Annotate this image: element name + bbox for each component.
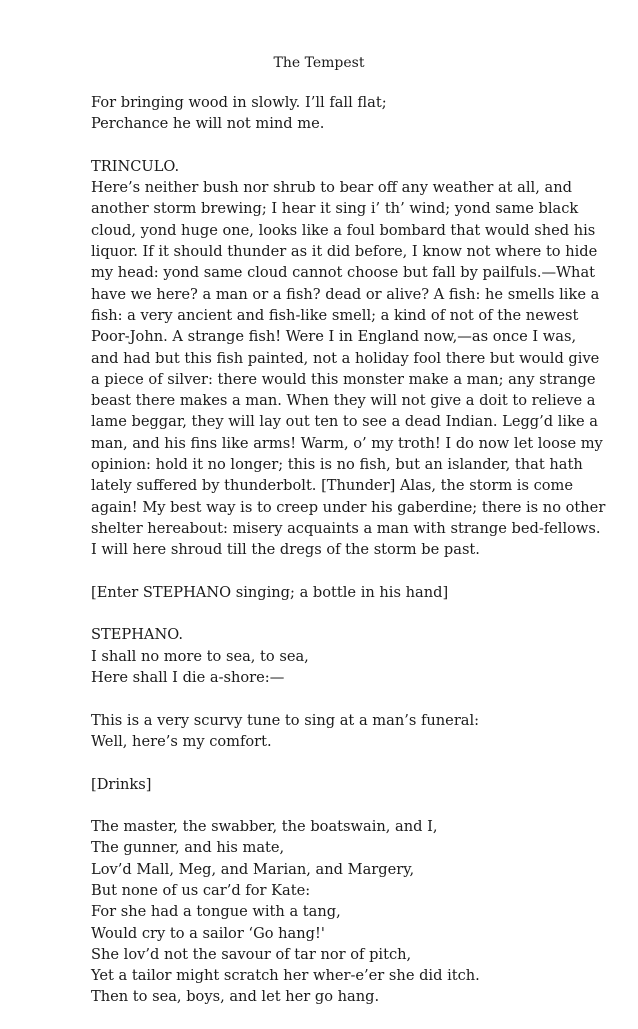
prose-line: lame beggar, they will lay out ten to see a dead Indian. Legg’d like a bbox=[91, 413, 598, 431]
verse-line: I shall no more to sea, to sea, bbox=[91, 647, 309, 665]
prose-line: beast there makes a man. When they will not give a doit to relieve a bbox=[91, 392, 596, 410]
prose-line: I will here shroud till the dregs of the storm be past. bbox=[91, 541, 480, 559]
text-line: This is a very scurvy tune to sing at a man’s funeral: bbox=[91, 711, 480, 729]
text-line: Well, here’s my comfort. bbox=[91, 732, 272, 750]
verse-line: Would cry to a sailor ‘Go hang!' bbox=[91, 924, 325, 942]
prose-line: man, and his fins like arms! Warm, o’ my troth! I do now let loose my bbox=[91, 434, 603, 452]
prose-line: lately suffered by thunderbolt. [Thunder] Alas, the storm is come bbox=[91, 477, 574, 495]
stage-direction bbox=[91, 582, 546, 603]
prose-line: fish: a very ancient and fish-like smell; a kind of not of the newest bbox=[91, 306, 579, 324]
prose-line: again! My best way is to creep under his gaberdine; there is no other bbox=[91, 498, 606, 516]
prose-line: Here’s neither bush nor shrub to bear off any weather at all, and bbox=[91, 179, 572, 197]
text-line: For bringing wood in slowly. I’ll fall flat; bbox=[91, 94, 387, 111]
verse-line: For she had a tongue with a tang, bbox=[91, 903, 341, 921]
prose-line: a piece of silver: there would this monster make a man; any strange bbox=[91, 370, 596, 388]
stephano-remark bbox=[91, 710, 546, 753]
running-header: The Tempest bbox=[273, 55, 365, 71]
prose-line: my head: yond same cloud cannot choose but fall by pailfuls.—What bbox=[91, 264, 596, 282]
prose-line: Poor-John. A strange fish! Were I in England now,—as once I was, bbox=[91, 328, 577, 346]
prose-line: shelter hereabout: misery acquaints a man with strange bed-fellows. bbox=[91, 519, 601, 537]
verse-line: But none of us car’d for Kate: bbox=[91, 881, 311, 899]
verse-line: Lov’d Mall, Meg, and Marian, and Margery, bbox=[91, 860, 415, 878]
speaker-name: TRINCULO. bbox=[91, 157, 180, 175]
sailor-song bbox=[91, 816, 546, 1008]
stage-direction-text: [Drinks] bbox=[91, 775, 152, 793]
prose-line: another storm brewing; I hear it sing i’ th’ wind; yond same black bbox=[91, 200, 579, 218]
stephano-song bbox=[91, 624, 546, 688]
verse-line: The gunner, and his mate, bbox=[91, 839, 285, 857]
prose-line: and had but this fish painted, not a holiday fool there but would give bbox=[91, 349, 600, 367]
play-text bbox=[91, 92, 606, 1029]
verse-line: Here shall I die a-shore:— bbox=[91, 669, 285, 687]
text-line: Perchance he will not mind me. bbox=[91, 115, 325, 133]
prose-line: opinion: hold it no longer; this is no fish, but an islander, that hath bbox=[91, 456, 583, 474]
verse-line: Yet a tailor might scratch her wher-e’er she did itch. bbox=[91, 967, 480, 985]
verse-fragment bbox=[91, 92, 546, 135]
prose-line: have we here? a man or a fish? dead or alive? A fish: he smells like a bbox=[91, 285, 600, 303]
verse-line: Then to sea, boys, and let her go hang. bbox=[91, 988, 380, 1006]
speaker-name: STEPHANO. bbox=[91, 626, 183, 644]
prose-line: cloud, yond huge one, looks like a foul bombard that would shed his bbox=[91, 221, 596, 239]
verse-line: She lov’d not the savour of tar nor of pitch, bbox=[91, 945, 412, 963]
stage-direction bbox=[91, 774, 546, 795]
prose-line: liquor. If it should thunder as it did before, I know not where to hide bbox=[91, 243, 598, 261]
verse-line: The master, the swabber, the boatswain, and I, bbox=[91, 818, 438, 836]
stage-direction-text: [Enter STEPHANO singing; a bottle in his hand] bbox=[91, 583, 449, 601]
trinculo-speech bbox=[91, 156, 606, 561]
